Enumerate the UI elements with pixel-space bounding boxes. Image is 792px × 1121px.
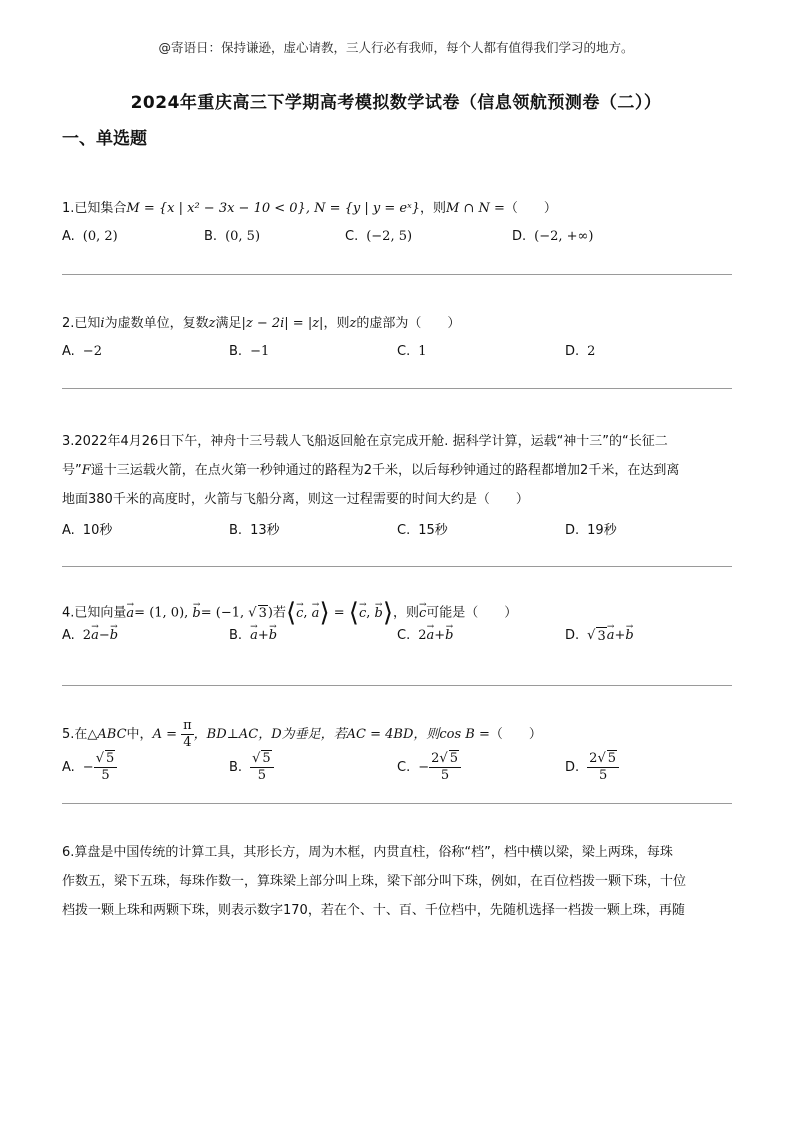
question-2 [62, 315, 734, 379]
fraction-numerator: 2√ 5 [429, 751, 461, 768]
question-6 [62, 838, 734, 925]
divider [62, 274, 732, 275]
q4-equals: = [333, 605, 345, 621]
option-vector: → b [269, 627, 277, 645]
option-fraction [250, 751, 274, 784]
fraction-numerator: π [183, 718, 192, 733]
q2-option-d[interactable] [565, 343, 595, 361]
question-1 [62, 200, 734, 264]
q5-math-triangle: △ABC [87, 726, 127, 742]
option-label: D. [565, 759, 580, 775]
option-label: B. [229, 344, 243, 359]
q4-text: 4.已知向量 [62, 605, 127, 621]
option-value: 15秒 [418, 523, 448, 538]
q4-vector-a: → a [312, 605, 320, 623]
q3-math-f: F [81, 463, 91, 478]
q5-text: 中， [126, 726, 153, 742]
question-5-options [62, 751, 734, 795]
option-value: 19秒 [587, 523, 617, 538]
q3-option-c[interactable] [397, 522, 448, 540]
q4-comma: , [303, 605, 308, 621]
option-fraction [429, 751, 461, 784]
q3-option-b[interactable] [229, 522, 280, 540]
q4-option-a[interactable] [62, 627, 118, 645]
option-value: 10秒 [82, 523, 113, 538]
option-label: C. [397, 523, 411, 538]
sqrt-radicand: 5 [106, 751, 115, 766]
question-6-stem [62, 838, 734, 925]
option-vector: → b [625, 627, 633, 645]
q4-sqrt-radicand: 3 [258, 605, 267, 621]
q2-math-z: z [208, 316, 216, 331]
q1-option-b[interactable] [204, 228, 260, 246]
q4-vector-a: → a [126, 605, 134, 623]
q2-option-a[interactable] [62, 343, 102, 361]
q5-option-d[interactable] [565, 751, 619, 784]
divider [62, 388, 732, 389]
q2-option-c[interactable] [397, 343, 427, 361]
divider [62, 803, 732, 804]
section-heading: 一、单选题 [62, 129, 147, 149]
q4-b-close: ) [267, 605, 273, 621]
q4-b-value: = (−1, [200, 605, 249, 621]
option-operator: − [98, 627, 110, 643]
q2-text: 2.已知 [62, 316, 101, 331]
q1-option-d[interactable] [512, 228, 593, 246]
question-5 [62, 718, 734, 795]
option-label: C. [345, 229, 359, 244]
option-value: 1 [418, 344, 427, 359]
option-value: −2 [82, 344, 102, 359]
option-vector: → a [427, 627, 435, 645]
fraction-denominator: 4 [183, 735, 192, 750]
option-label: B. [229, 523, 243, 538]
option-label: A. [62, 229, 75, 244]
option-value: (−2, 5) [366, 229, 413, 244]
q3-line-1: 3.2022年4月26日下午，神舟十三号载人飞船返回舱在京完成开舱. 据科学计算，运载“神十三”的“长征二 [62, 434, 668, 449]
q4-text: 可能是（ ） [426, 605, 518, 621]
motto-line: @寄语日：保持谦逊，虚心请教，三人行必有我师，每个人都有值得我们学习的地方。 [158, 40, 634, 55]
angle-bracket-left: ⟨ [348, 598, 359, 628]
page-title: 2024年重庆高三下学期高考模拟数学试卷（信息领航预测卷（二）） [130, 93, 662, 113]
divider [62, 685, 732, 686]
q4-vector-c: → c [359, 605, 366, 623]
q4-a-value: = (1, 0), [134, 605, 189, 621]
option-label: A. [62, 344, 75, 359]
option-label: B. [204, 229, 218, 244]
q6-line-1: 6.算盘是中国传统的计算工具，其形长方，周为木框，内贯直柱，俗称“档”，档中横以梁，梁上两珠，每珠 [62, 845, 673, 860]
q4-text: 若 [272, 605, 286, 621]
q1-math-intersection: M ∩ N = [445, 201, 505, 216]
q4-option-c[interactable] [397, 627, 454, 645]
option-vector: → b [110, 627, 118, 645]
q2-math-eq: |z − 2i| = |z| [241, 316, 324, 331]
q2-text: 满足 [215, 316, 242, 331]
option-vector: → a [250, 627, 258, 645]
option-label: C. [397, 344, 411, 359]
sqrt-radicand: 5 [262, 751, 271, 766]
q1-text-pre: 1.已知集合 [62, 201, 127, 216]
option-label: D. [565, 523, 580, 538]
option-sqrt-radicand: 3 [597, 628, 606, 644]
q4-vector-c: → c [419, 605, 426, 623]
q2-option-b[interactable] [229, 343, 269, 361]
option-coef: 2 [82, 627, 92, 643]
option-vector: → a [607, 627, 615, 645]
q3-line-2a: 号” [62, 463, 82, 478]
option-operator: + [257, 627, 269, 643]
q6-line-3: 档拨一颗上珠和两颗下珠，则表示数字170，若在个、十、百、千位档中，先随机选择一档拨一颗上珠，再随 [62, 903, 685, 918]
option-label: C. [397, 627, 411, 643]
option-coef: 2 [418, 627, 427, 643]
option-operator: + [614, 628, 626, 643]
question-3-stem [62, 427, 734, 514]
q3-option-a[interactable] [62, 522, 112, 540]
q1-option-c[interactable] [345, 228, 412, 246]
question-1-stem [62, 200, 734, 218]
q2-text: ，则 [323, 316, 350, 331]
q5-math-a: A = [152, 726, 177, 742]
sqrt-symbol: √ [248, 605, 257, 621]
question-3-options [62, 522, 734, 558]
option-label: A. [62, 759, 75, 775]
fraction-denominator: 5 [101, 768, 110, 783]
fraction-numerator: √ 5 [94, 751, 118, 768]
option-label: D. [512, 229, 527, 244]
option-label: C. [397, 759, 411, 775]
option-fraction [587, 751, 619, 784]
angle-bracket-right: ⟩ [319, 598, 330, 628]
q5-option-a[interactable] [62, 751, 117, 784]
q3-line-3: 地面380千米的高度时，火箭与飞船分离，则这一过程需要的时间大约是（ ） [62, 492, 529, 507]
q1-paren: （ ） [504, 201, 557, 216]
sqrt-coefficient: 2 [431, 751, 440, 766]
question-2-options [62, 343, 734, 379]
q5-option-b[interactable] [229, 751, 274, 784]
fraction-numerator: 2√ 5 [587, 751, 619, 768]
option-value: (0, 2) [82, 229, 118, 244]
q1-math-sets: M = {x | x² − 3x − 10 < 0}, N = {y | y = eˣ} [126, 201, 420, 216]
q5-math-condition: ，BD⊥AC，D为垂足，若AC = 4BD，则cos B = [193, 726, 490, 742]
option-vector: → a [91, 627, 99, 645]
angle-bracket-right: ⟩ [382, 598, 393, 628]
q2-text: 为虚数单位，复数 [104, 316, 209, 331]
option-label: B. [229, 627, 243, 643]
option-label: B. [229, 759, 243, 775]
fraction-denominator: 5 [440, 768, 450, 783]
q4-option-d[interactable] [565, 627, 634, 646]
option-value: −1 [250, 344, 270, 359]
q4-vector-b: → b [192, 605, 200, 623]
q5-paren: （ ） [489, 726, 542, 742]
option-sign: − [82, 759, 94, 775]
fraction-numerator: √ 5 [250, 751, 274, 768]
q4-vector-b: → b [375, 605, 383, 623]
q3-line-2b: 遥十三运载火箭，在点火第一秒钟通过的路程为2千米，以后每秒钟通过的路程都增加2千米，在达到离 [90, 463, 680, 478]
fraction-denominator: 5 [257, 768, 266, 783]
q1-text-post: ，则 [419, 201, 446, 216]
option-fraction [94, 751, 118, 784]
q2-text: 的虚部为（ ） [356, 316, 461, 331]
q1-option-a[interactable] [62, 228, 118, 246]
fraction-denominator: 5 [598, 768, 608, 783]
option-vector: → b [445, 627, 453, 645]
sqrt-coefficient: 2 [589, 751, 598, 766]
sqrt-radicand: 5 [607, 751, 617, 766]
option-label: D. [565, 628, 580, 643]
question-1-options [62, 228, 734, 264]
question-4 [62, 598, 734, 663]
question-5-stem [62, 718, 734, 751]
question-2-stem [62, 315, 734, 333]
q4-vector-c: → c [296, 605, 303, 623]
q2-math-i: i [100, 316, 105, 331]
option-label: A. [62, 627, 75, 643]
q3-option-d[interactable] [565, 522, 617, 540]
question-3 [62, 427, 734, 558]
divider [62, 566, 732, 567]
angle-bracket-left: ⟨ [285, 598, 297, 628]
q5-text: 5.在 [62, 726, 88, 742]
q4-option-b[interactable] [229, 627, 277, 645]
option-value: (−2, +∞) [534, 229, 594, 244]
q5-fraction-pi-4 [181, 718, 194, 751]
q5-option-c[interactable] [397, 751, 461, 784]
option-operator: + [434, 627, 446, 643]
q2-math-z: z [349, 316, 357, 331]
option-value: 13秒 [250, 523, 280, 538]
q6-line-2: 作数五，梁下五珠，每珠作数一，算珠梁上部分叫上珠，梁下部分叫下珠，例如，在百位档拨一颗下珠，十位 [62, 874, 687, 889]
option-value: 2 [587, 344, 596, 359]
q4-text: ，则 [392, 605, 419, 621]
sqrt-symbol: √ [587, 628, 596, 643]
sqrt-radicand: 5 [449, 751, 458, 766]
q4-comma: , [366, 605, 371, 621]
option-value: (0, 5) [225, 229, 261, 244]
option-label: D. [565, 344, 580, 359]
question-4-options [62, 627, 734, 663]
option-label: A. [62, 523, 75, 538]
option-sign: − [418, 759, 430, 775]
